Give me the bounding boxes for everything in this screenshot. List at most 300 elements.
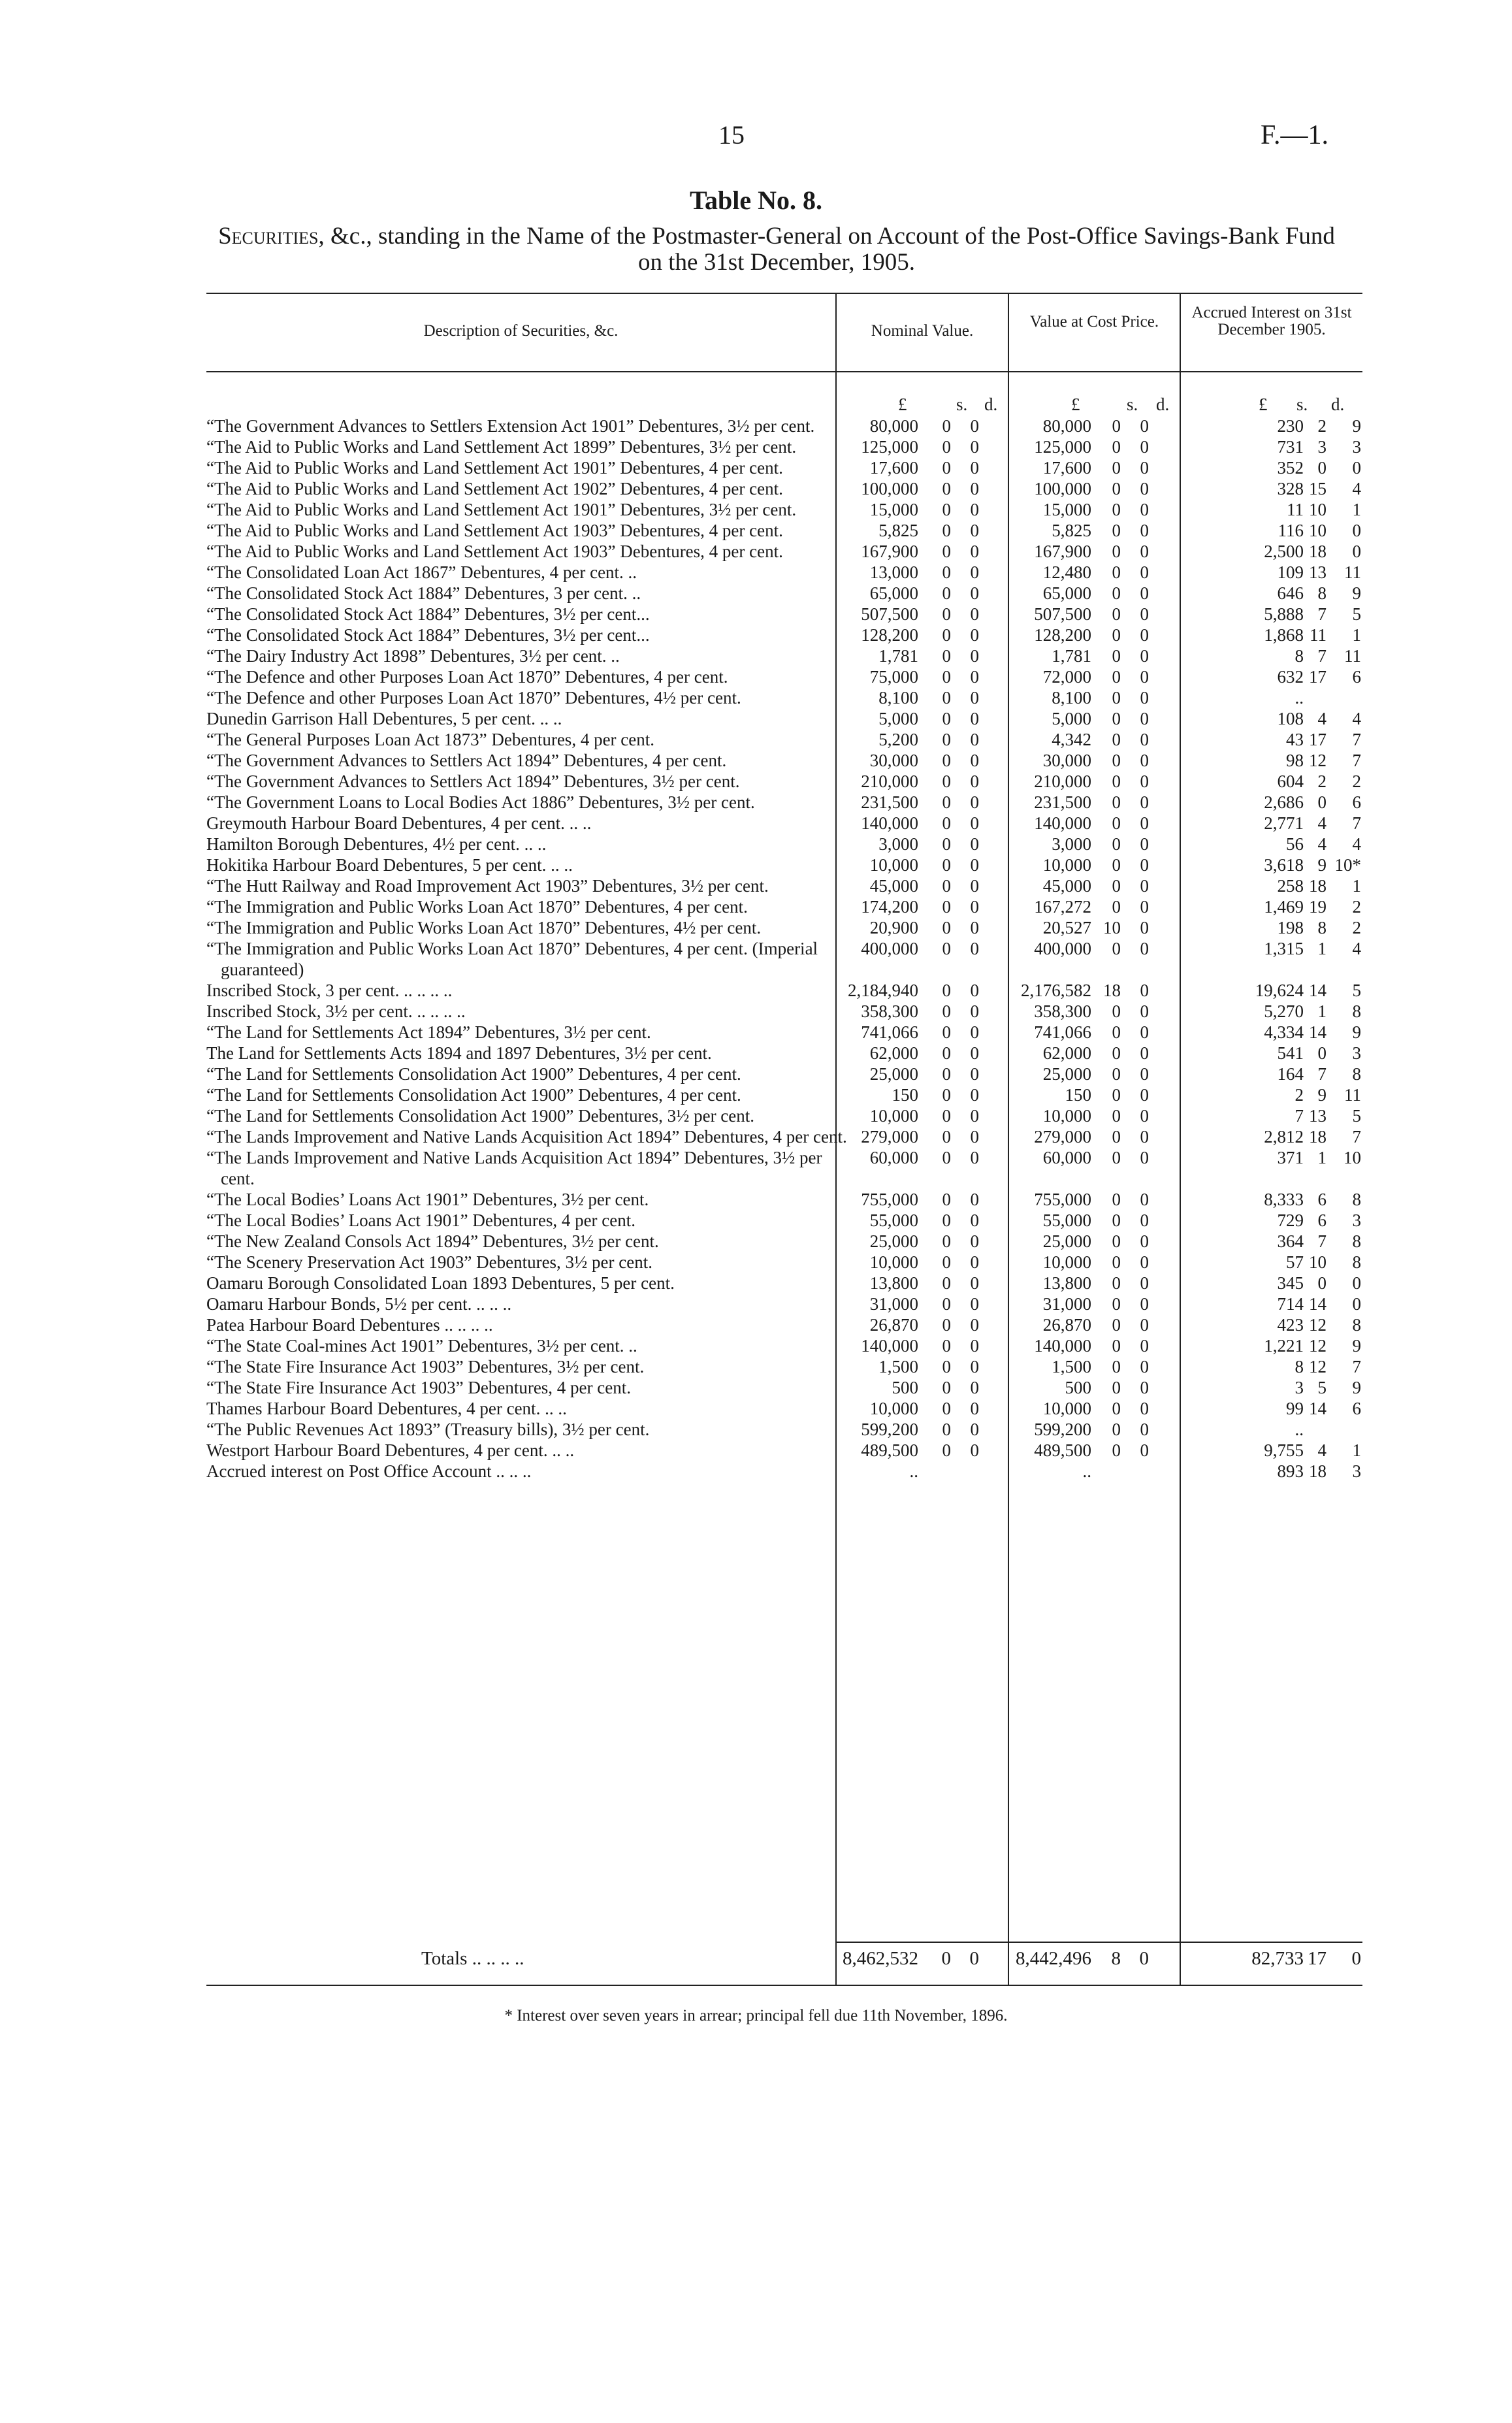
cost-pence: 0: [1140, 834, 1149, 854]
nominal-pence: 0: [970, 876, 979, 896]
cost-pence: 0: [1140, 1190, 1149, 1209]
cost-pounds: 10,000: [1042, 855, 1091, 875]
table-caption: [206, 223, 1347, 276]
interest-pounds: 5,888: [1264, 604, 1304, 624]
cost-pence: 0: [1140, 1127, 1149, 1146]
interest-shillings: 10: [1309, 1252, 1327, 1272]
total-nominal-pence: 0: [969, 1948, 979, 1969]
nominal-pounds: 60,000: [869, 1148, 918, 1167]
interest-pence: 1: [1352, 876, 1361, 896]
nominal-pounds: 125,000: [861, 437, 918, 457]
nominal-pence: 0: [970, 1357, 979, 1376]
interest-pounds: 43: [1286, 730, 1304, 749]
interest-shillings: 18: [1309, 542, 1327, 561]
cost-pounds: 210,000: [1034, 772, 1091, 791]
nominal-shillings: 0: [942, 1440, 951, 1460]
cost-pence: 0: [1140, 604, 1149, 624]
cost-pounds: 10,000: [1042, 1399, 1091, 1418]
interest-shillings: 6: [1317, 1211, 1327, 1230]
cost-pence: 0: [1140, 1001, 1149, 1021]
nominal-pence: 0: [970, 1273, 979, 1293]
cost-pence: 0: [1140, 667, 1149, 687]
nominal-pounds: 10,000: [869, 1252, 918, 1272]
total-cost-shillings: 8: [1111, 1948, 1121, 1969]
unit-pence: d.: [1156, 395, 1170, 414]
cost-pounds: 100,000: [1034, 479, 1091, 498]
cost-pence: 0: [1140, 1043, 1149, 1063]
nominal-shillings: 0: [942, 813, 951, 833]
cost-pounds: 599,200: [1034, 1420, 1091, 1439]
nominal-pence: 0: [970, 1315, 979, 1335]
security-description: “The Aid to Public Works and Land Settlement Act 1901” Debentures, 4 per cent.: [206, 458, 783, 478]
nominal-shillings: 0: [942, 583, 951, 603]
header-nominal-value: Nominal Value.: [871, 322, 974, 340]
cost-pence: 0: [1140, 1378, 1149, 1397]
security-description: “The Land for Settlements Act 1894” Debentures, 3½ per cent.: [206, 1022, 651, 1042]
interest-pounds: 99: [1286, 1399, 1304, 1418]
cost-pence: 0: [1140, 479, 1149, 498]
interest-pounds: 1,469: [1264, 897, 1304, 917]
interest-pence: 11: [1344, 646, 1361, 666]
nominal-shillings: 0: [942, 1064, 951, 1084]
nominal-pence: 0: [970, 667, 979, 687]
interest-shillings: 7: [1317, 646, 1327, 666]
interest-pounds: 345: [1277, 1273, 1304, 1293]
cost-shillings: 0: [1112, 772, 1121, 791]
interest-pence: 4: [1352, 939, 1361, 958]
cost-pounds: 62,000: [1042, 1043, 1091, 1063]
interest-pence: 4: [1352, 479, 1361, 498]
nominal-shillings: 0: [942, 751, 951, 770]
nominal-pence: 0: [970, 583, 979, 603]
interest-shillings: 13: [1309, 1106, 1327, 1126]
cost-shillings: 0: [1112, 1378, 1121, 1397]
cost-shillings: 0: [1112, 562, 1121, 582]
nominal-shillings: 0: [942, 1022, 951, 1042]
table-row: [206, 436, 1362, 457]
security-description: “The Land for Settlements Consolidation Act 1900” Debentures, 4 per cent.: [206, 1064, 741, 1084]
nominal-pounds: 25,000: [869, 1064, 918, 1084]
cost-shillings: 0: [1112, 1273, 1121, 1293]
interest-pence: 9: [1352, 1378, 1361, 1397]
interest-shillings: 11: [1310, 625, 1327, 645]
cost-pounds: ..: [1082, 1461, 1091, 1481]
nominal-shillings: 0: [942, 1043, 951, 1063]
table-row: [206, 1314, 1362, 1335]
interest-pounds: 8,333: [1264, 1190, 1304, 1209]
cost-pence: 0: [1140, 1420, 1149, 1439]
nominal-shillings: 0: [942, 625, 951, 645]
interest-pounds: 893: [1277, 1461, 1304, 1481]
security-description: “The Land for Settlements Consolidation Act 1900” Debentures, 4 per cent.: [206, 1085, 741, 1105]
cost-shillings: 0: [1112, 834, 1121, 854]
page-number: 15: [718, 120, 745, 150]
interest-pounds: ..: [1295, 688, 1304, 707]
nominal-shillings: 0: [942, 500, 951, 519]
nominal-shillings: 0: [942, 855, 951, 875]
cost-shillings: 0: [1112, 1043, 1121, 1063]
nominal-pence: 0: [970, 500, 979, 519]
interest-pence: 7: [1352, 813, 1361, 833]
security-description: Hamilton Borough Debentures, 4½ per cent. .. ..: [206, 834, 547, 854]
nominal-pounds: 13,000: [869, 562, 918, 582]
cost-pounds: 741,066: [1034, 1022, 1091, 1042]
cost-pence: 0: [1140, 458, 1149, 478]
nominal-pence: 0: [970, 1336, 979, 1356]
interest-shillings: 18: [1309, 1127, 1327, 1146]
security-description: “The Government Advances to Settlers Act 1894” Debentures, 3½ per cent.: [206, 772, 740, 791]
header-bottom-rule: [206, 371, 1362, 372]
security-description: “The General Purposes Loan Act 1873” Debentures, 4 per cent.: [206, 730, 655, 749]
nominal-pence: 0: [970, 772, 979, 791]
interest-pounds: 56: [1286, 834, 1304, 854]
interest-pounds: 98: [1286, 751, 1304, 770]
nominal-pounds: 8,100: [878, 688, 918, 707]
cost-pounds: 125,000: [1034, 437, 1091, 457]
nominal-pence: 0: [970, 730, 979, 749]
interest-pence: 6: [1352, 1399, 1361, 1418]
cost-shillings: 0: [1112, 1399, 1121, 1418]
interest-shillings: 4: [1317, 813, 1327, 833]
nominal-pounds: 140,000: [861, 1336, 918, 1356]
nominal-shillings: 0: [942, 1127, 951, 1146]
cost-shillings: 0: [1112, 730, 1121, 749]
table-title: Table No. 8.: [689, 186, 822, 215]
nominal-shillings: 0: [942, 688, 951, 707]
nominal-pence: 0: [970, 458, 979, 478]
cost-pence: 0: [1140, 730, 1149, 749]
cost-pence: 0: [1140, 562, 1149, 582]
interest-pence: 8: [1352, 1252, 1361, 1272]
total-nominal-pounds: 8,462,532: [843, 1948, 918, 1969]
cost-pence: 0: [1140, 855, 1149, 875]
interest-pence: 0: [1352, 1273, 1361, 1293]
interest-shillings: 9: [1317, 1085, 1327, 1105]
interest-shillings: 10: [1309, 521, 1327, 540]
interest-pounds: 352: [1277, 458, 1304, 478]
security-description: “The Hutt Railway and Road Improvement Act 1903” Debentures, 3½ per cent.: [206, 876, 769, 896]
nominal-pounds: 75,000: [869, 667, 918, 687]
nominal-pounds: 55,000: [869, 1211, 918, 1230]
table-row: [206, 1147, 1362, 1189]
cost-shillings: 0: [1112, 855, 1121, 875]
interest-shillings: 1: [1317, 939, 1327, 958]
security-description: “The Immigration and Public Works Loan Act 1870” Debentures, 4 per cent. (Imperial guaranteed): [206, 939, 822, 979]
nominal-pence: 0: [970, 604, 979, 624]
cost-shillings: 0: [1112, 1211, 1121, 1230]
table-row: [206, 1335, 1362, 1356]
security-description: Dunedin Garrison Hall Debentures, 5 per cent. .. ..: [206, 709, 562, 728]
security-description: Hokitika Harbour Board Debentures, 5 per cent. .. ..: [206, 855, 573, 875]
nominal-shillings: 0: [942, 1106, 951, 1126]
table-row: [206, 478, 1362, 499]
nominal-shillings: 0: [942, 1315, 951, 1335]
security-description: Inscribed Stock, 3½ per cent. .. .. .. ..: [206, 1001, 466, 1021]
table-row: [206, 687, 1362, 708]
cost-pence: 0: [1140, 625, 1149, 645]
cost-pence: 0: [1140, 646, 1149, 666]
interest-shillings: 7: [1317, 1231, 1327, 1251]
nominal-shillings: 0: [942, 709, 951, 728]
security-description: “The Immigration and Public Works Loan Act 1870” Debentures, 4½ per cent.: [206, 918, 762, 937]
nominal-pence: 0: [970, 437, 979, 457]
interest-shillings: 6: [1317, 1190, 1327, 1209]
nominal-pence: 0: [970, 751, 979, 770]
table-row: [206, 562, 1362, 583]
cost-pence: 0: [1140, 792, 1149, 812]
security-description: Oamaru Harbour Bonds, 5½ per cent. .. .. ..: [206, 1294, 512, 1314]
cost-pounds: 8,100: [1052, 688, 1091, 707]
cost-shillings: 0: [1112, 458, 1121, 478]
nominal-shillings: 0: [942, 1211, 951, 1230]
nominal-shillings: 0: [942, 1085, 951, 1105]
security-description: “The Consolidated Stock Act 1884” Debentures, 3½ per cent...: [206, 625, 650, 645]
cost-pence: 0: [1140, 1211, 1149, 1230]
interest-shillings: 12: [1309, 751, 1327, 770]
nominal-shillings: 0: [942, 918, 951, 937]
table-row: [206, 1022, 1362, 1043]
nominal-pounds: 30,000: [869, 751, 918, 770]
nominal-pence: 0: [970, 939, 979, 958]
security-description: “The Aid to Public Works and Land Settlement Act 1903” Debentures, 4 per cent.: [206, 521, 783, 540]
nominal-pounds: 599,200: [861, 1420, 918, 1439]
nominal-shillings: 0: [942, 1399, 951, 1418]
cost-pence: 0: [1140, 751, 1149, 770]
nominal-pence: 0: [970, 1378, 979, 1397]
table-row: [206, 813, 1362, 834]
nominal-shillings: 0: [942, 834, 951, 854]
cost-pounds: 20,527: [1042, 918, 1091, 937]
interest-pounds: 57: [1286, 1252, 1304, 1272]
nominal-pounds: 1,500: [878, 1357, 918, 1376]
table-row: [206, 1440, 1362, 1461]
nominal-shillings: 0: [942, 646, 951, 666]
interest-shillings: 1: [1317, 1148, 1327, 1167]
cost-pounds: 5,825: [1052, 521, 1091, 540]
header-description: Description of Securities, &c.: [423, 322, 619, 340]
nominal-pounds: 80,000: [869, 416, 918, 436]
cost-shillings: 18: [1103, 981, 1121, 1000]
interest-shillings: 0: [1317, 792, 1327, 812]
header-cost-value: Value at Cost Price.: [1029, 313, 1159, 331]
cost-shillings: 0: [1112, 1106, 1121, 1126]
unit-pound: £: [898, 395, 907, 414]
cost-pounds: 140,000: [1034, 1336, 1091, 1356]
nominal-pence: 0: [970, 688, 979, 707]
cost-pence: 0: [1140, 1064, 1149, 1084]
nominal-pence: 0: [970, 479, 979, 498]
nominal-pounds: 5,825: [878, 521, 918, 540]
cost-shillings: 0: [1112, 897, 1121, 917]
table-row: [206, 1461, 1362, 1482]
total-interest-pounds: 82,733: [1251, 1948, 1304, 1969]
cost-pounds: 13,800: [1042, 1273, 1091, 1293]
cost-shillings: 0: [1112, 1022, 1121, 1042]
nominal-pounds: 150: [892, 1085, 918, 1105]
cost-pence: 0: [1140, 1357, 1149, 1376]
nominal-pounds: 26,870: [869, 1315, 918, 1335]
interest-pounds: 3,618: [1264, 855, 1304, 875]
interest-pence: 4: [1352, 709, 1361, 728]
table-row: [206, 457, 1362, 478]
interest-shillings: 14: [1309, 1399, 1327, 1418]
nominal-shillings: 0: [942, 730, 951, 749]
interest-pence: 7: [1352, 1357, 1361, 1376]
cost-pence: 0: [1140, 918, 1149, 937]
nominal-pounds: 62,000: [869, 1043, 918, 1063]
cost-pounds: 1,500: [1052, 1357, 1091, 1376]
security-description: “The State Fire Insurance Act 1903” Debentures, 4 per cent.: [206, 1378, 632, 1397]
interest-pence: 1: [1352, 625, 1361, 645]
nominal-shillings: 0: [942, 772, 951, 791]
cost-pounds: 1,781: [1052, 646, 1091, 666]
cost-pounds: 45,000: [1042, 876, 1091, 896]
cost-pence: 0: [1140, 1106, 1149, 1126]
interest-pounds: 109: [1277, 562, 1304, 582]
nominal-shillings: 0: [942, 876, 951, 896]
nominal-pence: 0: [970, 834, 979, 854]
table-row: [206, 1231, 1362, 1252]
interest-shillings: 3: [1317, 437, 1327, 457]
cost-pence: 0: [1140, 542, 1149, 561]
nominal-shillings: 0: [942, 521, 951, 540]
interest-shillings: 4: [1317, 834, 1327, 854]
nominal-shillings: 0: [942, 1273, 951, 1293]
interest-pounds: 1,868: [1264, 625, 1304, 645]
cost-shillings: 0: [1112, 1064, 1121, 1084]
table-row: [206, 666, 1362, 687]
table-row: [206, 854, 1362, 875]
table-row: [206, 1210, 1362, 1231]
cost-pence: 0: [1140, 772, 1149, 791]
interest-pence: 7: [1352, 751, 1361, 770]
interest-pounds: 328: [1277, 479, 1304, 498]
nominal-shillings: 0: [942, 792, 951, 812]
interest-shillings: 18: [1309, 876, 1327, 896]
cost-pounds: 358,300: [1034, 1001, 1091, 1021]
interest-pounds: 230: [1277, 416, 1304, 436]
cost-shillings: 0: [1112, 1252, 1121, 1272]
nominal-pounds: 5,000: [878, 709, 918, 728]
nominal-pence: 0: [970, 813, 979, 833]
nominal-pounds: 45,000: [869, 876, 918, 896]
cost-pence: 0: [1140, 1085, 1149, 1105]
nominal-pence: 0: [970, 855, 979, 875]
cost-pounds: 150: [1065, 1085, 1091, 1105]
interest-pounds: ..: [1295, 1420, 1304, 1439]
interest-pence: 6: [1352, 667, 1361, 687]
interest-pounds: 19,624: [1255, 981, 1304, 1000]
nominal-pounds: 755,000: [861, 1190, 918, 1209]
nominal-pence: 0: [970, 1440, 979, 1460]
interest-pounds: 258: [1277, 876, 1304, 896]
nominal-shillings: 0: [942, 479, 951, 498]
nominal-pence: 0: [970, 1294, 979, 1314]
interest-pence: 9: [1352, 583, 1361, 603]
cost-shillings: 0: [1112, 813, 1121, 833]
securities-table-body: [206, 415, 1362, 1482]
nominal-pence: 0: [970, 1420, 979, 1439]
table-row: [206, 1001, 1362, 1022]
interest-pounds: 541: [1277, 1043, 1304, 1063]
cost-pence: 0: [1140, 1252, 1149, 1272]
nominal-shillings: 0: [942, 1336, 951, 1356]
interest-shillings: 8: [1317, 583, 1327, 603]
interest-pounds: 2,500: [1264, 542, 1304, 561]
cost-shillings: 0: [1112, 876, 1121, 896]
nominal-pounds: 174,200: [861, 897, 918, 917]
interest-pounds: 198: [1277, 918, 1304, 937]
interest-pounds: 108: [1277, 709, 1304, 728]
interest-pence: 11: [1344, 1085, 1361, 1105]
cost-pounds: 5,000: [1052, 709, 1091, 728]
cost-pence: 0: [1140, 1336, 1149, 1356]
table-row: [206, 1105, 1362, 1126]
nominal-pence: 0: [970, 646, 979, 666]
cost-pounds: 65,000: [1042, 583, 1091, 603]
interest-pounds: 604: [1277, 772, 1304, 791]
cost-shillings: 0: [1112, 1127, 1121, 1146]
interest-pence: 3: [1352, 1043, 1361, 1063]
security-description: Westport Harbour Board Debentures, 4 per cent. .. ..: [206, 1440, 575, 1460]
cost-pounds: 140,000: [1034, 813, 1091, 833]
interest-pence: 3: [1352, 437, 1361, 457]
security-description: “The Aid to Public Works and Land Settlement Act 1899” Debentures, 3½ per cent.: [206, 437, 797, 457]
interest-pence: 0: [1352, 521, 1361, 540]
security-description: “The Lands Improvement and Native Lands Acquisition Act 1894” Debentures, 3½ per cent.: [206, 1148, 827, 1188]
table-row: [206, 896, 1362, 917]
security-description: “The Local Bodies’ Loans Act 1901” Debentures, 3½ per cent.: [206, 1190, 649, 1209]
nominal-pounds: 20,900: [869, 918, 918, 937]
nominal-pounds: 10,000: [869, 1106, 918, 1126]
interest-shillings: 8: [1317, 918, 1327, 937]
nominal-pence: 0: [970, 1399, 979, 1418]
nominal-shillings: 0: [942, 416, 951, 436]
nominal-pence: 0: [970, 709, 979, 728]
nominal-pounds: 140,000: [861, 813, 918, 833]
cost-shillings: 0: [1112, 709, 1121, 728]
unit-shilling: s.: [956, 395, 968, 414]
table-row: [206, 917, 1362, 938]
caption-text: , &c., standing in the Name of the Postmaster-General on Account of the Post-Office Savings-Bank Fund on the 31st December, 1905.: [318, 223, 1335, 276]
nominal-pence: 0: [970, 1190, 979, 1209]
security-description: “The Consolidated Stock Act 1884” Debentures, 3 per cent. ..: [206, 583, 641, 603]
cost-shillings: 0: [1112, 1085, 1121, 1105]
nominal-pence: 0: [970, 1085, 979, 1105]
cost-shillings: 0: [1112, 1440, 1121, 1460]
interest-shillings: 14: [1309, 1022, 1327, 1042]
cost-pounds: 755,000: [1034, 1190, 1091, 1209]
interest-pounds: 423: [1277, 1315, 1304, 1335]
interest-pence: 1: [1352, 500, 1361, 519]
interest-shillings: 2: [1317, 772, 1327, 791]
nominal-shillings: 0: [942, 1378, 951, 1397]
table-row: [206, 583, 1362, 604]
interest-shillings: 7: [1317, 1064, 1327, 1084]
unit-pound: £: [1071, 395, 1080, 414]
cost-pence: 0: [1140, 1022, 1149, 1042]
interest-pence: 7: [1352, 730, 1361, 749]
interest-shillings: 12: [1309, 1357, 1327, 1376]
nominal-pounds: 128,200: [861, 625, 918, 645]
interest-shillings: 4: [1317, 709, 1327, 728]
cost-shillings: 0: [1112, 604, 1121, 624]
nominal-pounds: 400,000: [861, 939, 918, 958]
interest-pounds: 632: [1277, 667, 1304, 687]
total-cost-pence: 0: [1139, 1948, 1149, 1969]
cost-pounds: 12,480: [1042, 562, 1091, 582]
nominal-pounds: 210,000: [861, 772, 918, 791]
